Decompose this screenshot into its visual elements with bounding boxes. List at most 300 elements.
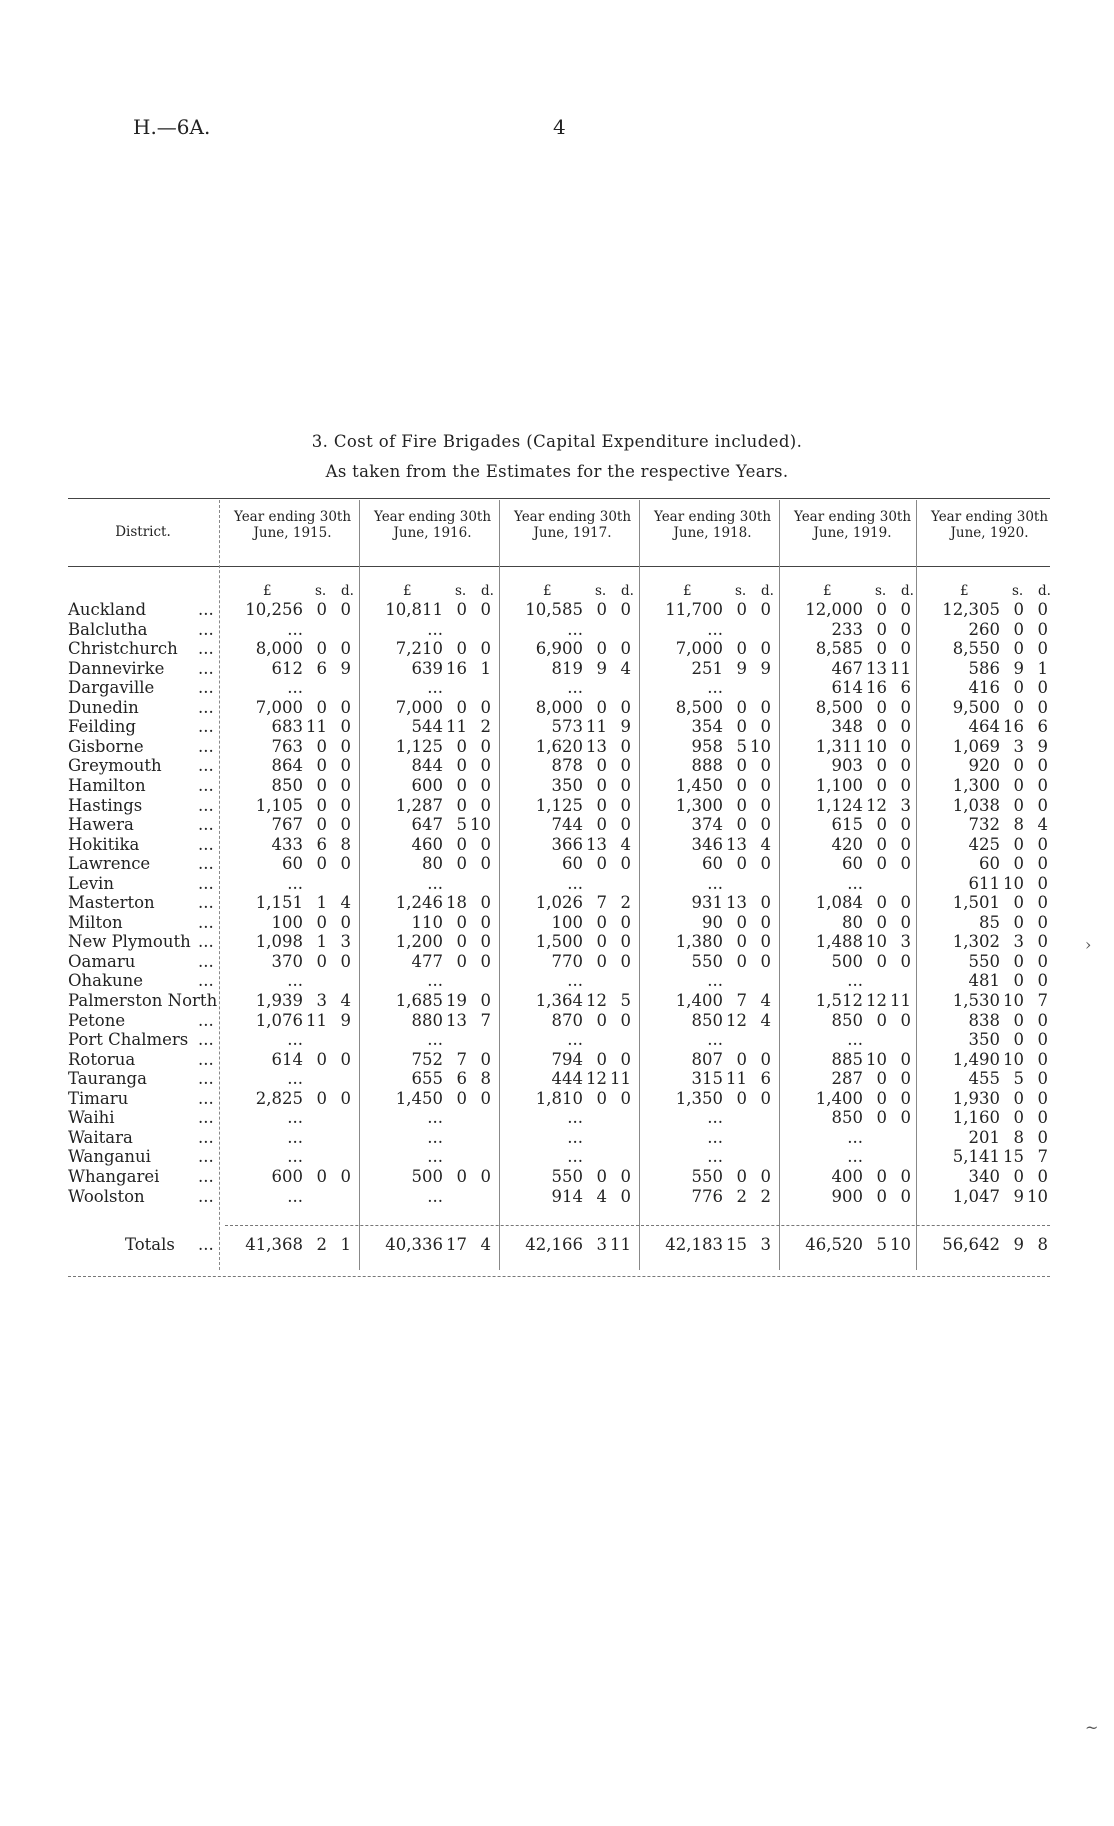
pounds-value: 60 bbox=[562, 854, 583, 874]
pence-value: 0 bbox=[1037, 639, 1048, 659]
leader-dots: ... bbox=[198, 1030, 214, 1050]
column-header-line: Year ending 30th bbox=[373, 509, 492, 525]
shillings-value: 0 bbox=[596, 932, 607, 952]
pounds-value: 550 bbox=[691, 951, 723, 971]
shillings-value: 1 bbox=[316, 893, 327, 913]
pounds-value: ... bbox=[287, 1069, 303, 1089]
table-row bbox=[0, 971, 1114, 991]
shillings-value: 12 bbox=[866, 795, 887, 815]
shillings-value: 0 bbox=[456, 1166, 467, 1186]
pounds-value: 464 bbox=[968, 717, 1000, 737]
shillings-value: 0 bbox=[316, 775, 327, 795]
leader-dots: ... bbox=[198, 971, 214, 991]
shillings-value: 15 bbox=[726, 1235, 747, 1254]
pounds-value: 433 bbox=[271, 834, 303, 854]
pence-value: 9 bbox=[620, 717, 631, 737]
pounds-value: 90 bbox=[702, 912, 723, 932]
shillings-value: 0 bbox=[736, 717, 747, 737]
pounds-value: 350 bbox=[968, 1030, 1000, 1050]
pence-value: 0 bbox=[900, 1049, 911, 1069]
pounds-value: 1,488 bbox=[815, 932, 863, 952]
pounds-value: 732 bbox=[968, 815, 1000, 835]
table-row bbox=[0, 678, 1114, 698]
pounds-value: 1,501 bbox=[952, 893, 1000, 913]
shillings-value: 0 bbox=[596, 639, 607, 659]
shillings-value: 3 bbox=[1013, 932, 1024, 952]
district-name: Tauranga bbox=[68, 1069, 147, 1089]
district-name: Woolston bbox=[68, 1186, 145, 1206]
shillings-value: 13 bbox=[726, 834, 747, 854]
pounds-value: 8,500 bbox=[675, 697, 723, 717]
shillings-value: 9 bbox=[736, 658, 747, 678]
pence-value: 0 bbox=[900, 951, 911, 971]
shillings-value: 3 bbox=[1013, 736, 1024, 756]
pounds-value: ... bbox=[707, 1108, 723, 1128]
shillings-value: 0 bbox=[596, 1166, 607, 1186]
pounds-value: 5,141 bbox=[952, 1147, 1000, 1167]
shillings-value: 7 bbox=[736, 991, 747, 1010]
shillings-value: 0 bbox=[316, 951, 327, 971]
pounds-value: 600 bbox=[271, 1166, 303, 1186]
pence-value: 0 bbox=[620, 697, 631, 717]
shillings-value: 0 bbox=[456, 775, 467, 795]
pence-value: 0 bbox=[900, 639, 911, 659]
pence-value: 0 bbox=[620, 756, 631, 776]
pence-value: 0 bbox=[1037, 1108, 1048, 1128]
column-header bbox=[225, 509, 360, 541]
pence-value: 0 bbox=[620, 1166, 631, 1186]
pounds-value: 1,124 bbox=[815, 795, 863, 815]
pounds-value: 12,305 bbox=[942, 600, 1000, 619]
pounds-value: 60 bbox=[979, 854, 1000, 874]
pence-value: 4 bbox=[340, 893, 351, 913]
column-header-line: June, 1919. bbox=[813, 525, 892, 541]
pence-value: 0 bbox=[1037, 1069, 1048, 1089]
pounds-value: 763 bbox=[271, 736, 303, 756]
totals-label: Totals bbox=[125, 1235, 175, 1254]
pence-value: 3 bbox=[900, 795, 911, 815]
pence-value: 0 bbox=[340, 951, 351, 971]
pounds-value: 1,069 bbox=[952, 736, 1000, 756]
pence-value: 1 bbox=[480, 658, 491, 678]
shillings-value: 5 bbox=[1013, 1069, 1024, 1089]
table-row bbox=[0, 1128, 1114, 1148]
pence-value: 0 bbox=[1037, 775, 1048, 795]
pence-value: 0 bbox=[1037, 619, 1048, 639]
pounds-value: 287 bbox=[831, 1069, 863, 1089]
shillings-value: 10 bbox=[866, 736, 887, 756]
pounds-value: ... bbox=[707, 873, 723, 893]
pounds-value: 85 bbox=[979, 912, 1000, 932]
shillings-value: 0 bbox=[596, 600, 607, 619]
shillings-value: 0 bbox=[736, 932, 747, 952]
table-row bbox=[0, 991, 1114, 1011]
pence-value: 10 bbox=[1027, 1186, 1048, 1206]
pence-value: 2 bbox=[760, 1186, 771, 1206]
table-row bbox=[0, 1108, 1114, 1128]
margin-mark: › bbox=[1085, 935, 1092, 954]
shillings-value: 11 bbox=[446, 717, 467, 737]
shillings-value: 3 bbox=[316, 991, 327, 1010]
pounds-value: ... bbox=[567, 1127, 583, 1147]
pounds-value: 481 bbox=[968, 971, 1000, 991]
table-row bbox=[0, 913, 1114, 933]
shillings-value: 2 bbox=[316, 1235, 327, 1254]
pounds-value: 233 bbox=[831, 619, 863, 639]
pounds-value: 1,364 bbox=[535, 991, 583, 1010]
pounds-value: 416 bbox=[968, 678, 1000, 698]
table-row bbox=[0, 874, 1114, 894]
pence-value: 0 bbox=[900, 775, 911, 795]
pence-value: 4 bbox=[1037, 815, 1048, 835]
pounds-value: 346 bbox=[691, 834, 723, 854]
pence-value: 0 bbox=[480, 1088, 491, 1108]
shillings-value: 16 bbox=[866, 678, 887, 698]
shillings-value: 10 bbox=[1003, 873, 1024, 893]
pounds-value: 819 bbox=[551, 658, 583, 678]
shillings-value: 0 bbox=[1013, 1010, 1024, 1030]
pence-value: 0 bbox=[340, 854, 351, 874]
pounds-value: ... bbox=[847, 1030, 863, 1050]
pounds-value: ... bbox=[427, 1186, 443, 1206]
leader-dots: ... bbox=[198, 873, 214, 893]
column-header bbox=[365, 509, 500, 541]
pence-value: 0 bbox=[340, 795, 351, 815]
shillings-value: 0 bbox=[1013, 854, 1024, 874]
leader-dots: ... bbox=[198, 1235, 214, 1254]
pence-value: 0 bbox=[760, 912, 771, 932]
totals-row bbox=[0, 1235, 1114, 1255]
pounds-value: ... bbox=[707, 678, 723, 698]
pence-value: 0 bbox=[760, 893, 771, 913]
unit-pence: d. bbox=[481, 583, 494, 599]
leader-dots: ... bbox=[198, 1166, 214, 1186]
leader-dots: ... bbox=[198, 678, 214, 698]
pence-value: 0 bbox=[620, 932, 631, 952]
table-row bbox=[0, 698, 1114, 718]
table-row bbox=[0, 620, 1114, 640]
pounds-value: 870 bbox=[551, 1010, 583, 1030]
pence-value: 0 bbox=[760, 1166, 771, 1186]
pounds-value: ... bbox=[287, 1127, 303, 1147]
pounds-value: 354 bbox=[691, 717, 723, 737]
pence-value: 0 bbox=[900, 1010, 911, 1030]
pounds-value: ... bbox=[847, 971, 863, 991]
pounds-value: 400 bbox=[831, 1166, 863, 1186]
pounds-value: ... bbox=[287, 971, 303, 991]
pounds-value: 807 bbox=[691, 1049, 723, 1069]
pence-value: 0 bbox=[340, 736, 351, 756]
pence-value: 6 bbox=[900, 678, 911, 698]
shillings-value: 0 bbox=[1013, 697, 1024, 717]
pounds-value: 7,000 bbox=[395, 697, 443, 717]
pounds-value: 444 bbox=[551, 1069, 583, 1089]
shillings-value: 0 bbox=[456, 1088, 467, 1108]
pence-value: 0 bbox=[480, 932, 491, 952]
pence-value: 4 bbox=[340, 991, 351, 1010]
district-name: Lawrence bbox=[68, 854, 151, 874]
pence-value: 1 bbox=[1037, 658, 1048, 678]
pounds-value: 776 bbox=[691, 1186, 723, 1206]
pounds-value: 10,256 bbox=[245, 600, 303, 619]
pence-value: 10 bbox=[890, 1235, 911, 1254]
table-row bbox=[0, 893, 1114, 913]
leader-dots: ... bbox=[198, 619, 214, 639]
table-row bbox=[0, 1030, 1114, 1050]
pounds-value: 2,825 bbox=[255, 1088, 303, 1108]
pence-value: 0 bbox=[900, 600, 911, 619]
shillings-value: 12 bbox=[586, 991, 607, 1010]
pounds-value: 1,500 bbox=[535, 932, 583, 952]
pounds-value: 7,000 bbox=[675, 639, 723, 659]
district-name: Waihi bbox=[68, 1108, 115, 1128]
pounds-value: 639 bbox=[411, 658, 443, 678]
shillings-value: 0 bbox=[876, 697, 887, 717]
pence-value: 0 bbox=[760, 1049, 771, 1069]
pounds-value: ... bbox=[287, 1108, 303, 1128]
pence-value: 11 bbox=[890, 991, 911, 1010]
pounds-value: 655 bbox=[411, 1069, 443, 1089]
shillings-value: 0 bbox=[736, 600, 747, 619]
pence-value: 0 bbox=[340, 717, 351, 737]
pounds-value: 838 bbox=[968, 1010, 1000, 1030]
shillings-value: 0 bbox=[736, 697, 747, 717]
pence-value: 0 bbox=[900, 1186, 911, 1206]
pence-value: 4 bbox=[760, 834, 771, 854]
pence-value: 4 bbox=[760, 991, 771, 1010]
pounds-value: ... bbox=[567, 1030, 583, 1050]
leader-dots: ... bbox=[198, 893, 214, 913]
shillings-value: 0 bbox=[596, 756, 607, 776]
pounds-value: 467 bbox=[831, 658, 863, 678]
district-name: Petone bbox=[68, 1010, 126, 1030]
pounds-value: 1,160 bbox=[952, 1108, 1000, 1128]
pence-value: 0 bbox=[1037, 951, 1048, 971]
leader-dots: ... bbox=[198, 854, 214, 874]
leader-dots: ... bbox=[198, 951, 214, 971]
shillings-value: 9 bbox=[1013, 1186, 1024, 1206]
pence-value: 0 bbox=[480, 697, 491, 717]
pounds-value: 8,000 bbox=[535, 697, 583, 717]
district-name: Feilding bbox=[68, 717, 136, 737]
shillings-value: 0 bbox=[456, 600, 467, 619]
shillings-value: 0 bbox=[876, 834, 887, 854]
table-row bbox=[0, 854, 1114, 874]
shillings-value: 0 bbox=[316, 1088, 327, 1108]
shillings-value: 11 bbox=[586, 717, 607, 737]
shillings-value: 16 bbox=[446, 658, 467, 678]
pounds-value: 56,642 bbox=[942, 1235, 1000, 1254]
pence-value: 0 bbox=[900, 834, 911, 854]
shillings-value: 0 bbox=[876, 1108, 887, 1128]
shillings-value: 0 bbox=[1013, 951, 1024, 971]
pence-value: 0 bbox=[1037, 756, 1048, 776]
pounds-value: 864 bbox=[271, 756, 303, 776]
shillings-value: 9 bbox=[596, 658, 607, 678]
pounds-value: 550 bbox=[968, 951, 1000, 971]
district-name: Palmerston North bbox=[68, 991, 218, 1010]
pounds-value: 586 bbox=[968, 658, 1000, 678]
pounds-value: ... bbox=[567, 619, 583, 639]
unit-shilling: s. bbox=[1012, 583, 1024, 599]
table-row bbox=[0, 815, 1114, 835]
pounds-value: ... bbox=[427, 1030, 443, 1050]
column-header bbox=[922, 509, 1057, 541]
pence-value: 8 bbox=[340, 834, 351, 854]
column-header-line: June, 1915. bbox=[253, 525, 332, 541]
pence-value: 0 bbox=[620, 1010, 631, 1030]
shillings-value: 8 bbox=[1013, 1127, 1024, 1147]
column-header-line: Year ending 30th bbox=[930, 509, 1049, 525]
pence-value: 0 bbox=[480, 951, 491, 971]
leader-dots: ... bbox=[198, 1049, 214, 1069]
pounds-value: 46,520 bbox=[805, 1235, 863, 1254]
pounds-value: 885 bbox=[831, 1049, 863, 1069]
pounds-value: 1,810 bbox=[535, 1088, 583, 1108]
table-row bbox=[0, 659, 1114, 679]
pounds-value: 920 bbox=[968, 756, 1000, 776]
column-header-line: June, 1920. bbox=[950, 525, 1029, 541]
pounds-value: 12,000 bbox=[805, 600, 863, 619]
pence-value: 0 bbox=[900, 1069, 911, 1089]
pounds-value: 251 bbox=[691, 658, 723, 678]
pounds-value: 1,400 bbox=[815, 1088, 863, 1108]
table-row bbox=[0, 1050, 1114, 1070]
pence-value: 0 bbox=[480, 893, 491, 913]
pence-value: 9 bbox=[340, 1010, 351, 1030]
shillings-value: 13 bbox=[446, 1010, 467, 1030]
header-bottom-rule bbox=[68, 566, 1050, 567]
shillings-value: 0 bbox=[736, 854, 747, 874]
district-name: Gisborne bbox=[68, 736, 144, 756]
pence-value: 0 bbox=[480, 1166, 491, 1186]
pence-value: 0 bbox=[480, 600, 491, 619]
shillings-value: 0 bbox=[456, 854, 467, 874]
shillings-value: 18 bbox=[446, 893, 467, 913]
pounds-value: 8,550 bbox=[952, 639, 1000, 659]
shillings-value: 0 bbox=[596, 854, 607, 874]
pounds-value: ... bbox=[287, 1186, 303, 1206]
totals-top-rule bbox=[225, 1225, 1050, 1226]
pence-value: 0 bbox=[340, 775, 351, 795]
shillings-value: 7 bbox=[596, 893, 607, 913]
pounds-value: 683 bbox=[271, 717, 303, 737]
shillings-value: 0 bbox=[876, 1186, 887, 1206]
leader-dots: ... bbox=[198, 1147, 214, 1167]
pence-value: 0 bbox=[1037, 795, 1048, 815]
pence-value: 0 bbox=[900, 1108, 911, 1128]
pounds-value: 752 bbox=[411, 1049, 443, 1069]
shillings-value: 0 bbox=[1013, 1166, 1024, 1186]
pence-value: 0 bbox=[620, 815, 631, 835]
table-row bbox=[0, 639, 1114, 659]
pence-value: 0 bbox=[1037, 1049, 1048, 1069]
pence-value: 4 bbox=[620, 658, 631, 678]
district-name: Whangarei bbox=[68, 1166, 160, 1186]
column-header-line: Year ending 30th bbox=[793, 509, 912, 525]
pounds-value: 1,076 bbox=[255, 1010, 303, 1030]
pounds-value: 42,166 bbox=[525, 1235, 583, 1254]
shillings-value: 12 bbox=[726, 1010, 747, 1030]
pounds-value: 550 bbox=[691, 1166, 723, 1186]
pounds-value: 958 bbox=[691, 736, 723, 756]
shillings-value: 3 bbox=[596, 1235, 607, 1254]
pence-value: 0 bbox=[1037, 1127, 1048, 1147]
table-row bbox=[0, 1069, 1114, 1089]
shillings-value: 0 bbox=[876, 1069, 887, 1089]
shillings-value: 0 bbox=[596, 951, 607, 971]
pence-value: 3 bbox=[340, 932, 351, 952]
pence-value: 0 bbox=[620, 1049, 631, 1069]
table-subtitle: As taken from the Estimates for the respective Years. bbox=[325, 462, 789, 481]
shillings-value: 0 bbox=[596, 1088, 607, 1108]
pounds-value: 455 bbox=[968, 1069, 1000, 1089]
shillings-value: 0 bbox=[876, 717, 887, 737]
pence-value: 7 bbox=[1037, 991, 1048, 1010]
pence-value: 0 bbox=[480, 1049, 491, 1069]
pounds-value: 931 bbox=[691, 893, 723, 913]
page-number: 4 bbox=[553, 115, 566, 139]
leader-dots: ... bbox=[198, 697, 214, 717]
shillings-value: 6 bbox=[316, 834, 327, 854]
district-name: Dargaville bbox=[68, 678, 155, 698]
shillings-value: 6 bbox=[316, 658, 327, 678]
pence-value: 0 bbox=[900, 893, 911, 913]
table-row bbox=[0, 796, 1114, 816]
pence-value: 0 bbox=[340, 697, 351, 717]
pounds-value: ... bbox=[567, 1108, 583, 1128]
shillings-value: 10 bbox=[1003, 991, 1024, 1010]
unit-pence: d. bbox=[1038, 583, 1051, 599]
pence-value: 11 bbox=[610, 1235, 631, 1254]
pence-value: 0 bbox=[760, 951, 771, 971]
pounds-value: 903 bbox=[831, 756, 863, 776]
pounds-value: 1,300 bbox=[952, 775, 1000, 795]
pounds-value: 11,700 bbox=[665, 600, 723, 619]
pence-value: 0 bbox=[900, 717, 911, 737]
district-name: Hamilton bbox=[68, 775, 146, 795]
pounds-value: 1,300 bbox=[675, 795, 723, 815]
pence-value: 0 bbox=[900, 697, 911, 717]
pence-value: 9 bbox=[340, 658, 351, 678]
shillings-value: 0 bbox=[456, 736, 467, 756]
unit-pound: £ bbox=[683, 583, 692, 599]
pence-value: 6 bbox=[760, 1069, 771, 1089]
pence-value: 11 bbox=[610, 1069, 631, 1089]
pence-value: 11 bbox=[890, 658, 911, 678]
pounds-value: 1,084 bbox=[815, 893, 863, 913]
pence-value: 0 bbox=[1037, 893, 1048, 913]
shillings-value: 0 bbox=[736, 756, 747, 776]
leader-dots: ... bbox=[198, 815, 214, 835]
pence-value: 0 bbox=[340, 1049, 351, 1069]
district-name: Ohakune bbox=[68, 971, 144, 991]
pence-value: 3 bbox=[760, 1235, 771, 1254]
pounds-value: 888 bbox=[691, 756, 723, 776]
pounds-value: 850 bbox=[831, 1108, 863, 1128]
pence-value: 0 bbox=[480, 736, 491, 756]
column-header-line: Year ending 30th bbox=[233, 509, 352, 525]
pence-value: 0 bbox=[480, 775, 491, 795]
pounds-value: 1,490 bbox=[952, 1049, 1000, 1069]
shillings-value: 0 bbox=[876, 600, 887, 619]
table-row bbox=[0, 1167, 1114, 1187]
pence-value: 8 bbox=[1037, 1235, 1048, 1254]
shillings-value: 0 bbox=[316, 1166, 327, 1186]
pounds-value: ... bbox=[707, 1127, 723, 1147]
pounds-value: 100 bbox=[551, 912, 583, 932]
pounds-value: 767 bbox=[271, 815, 303, 835]
